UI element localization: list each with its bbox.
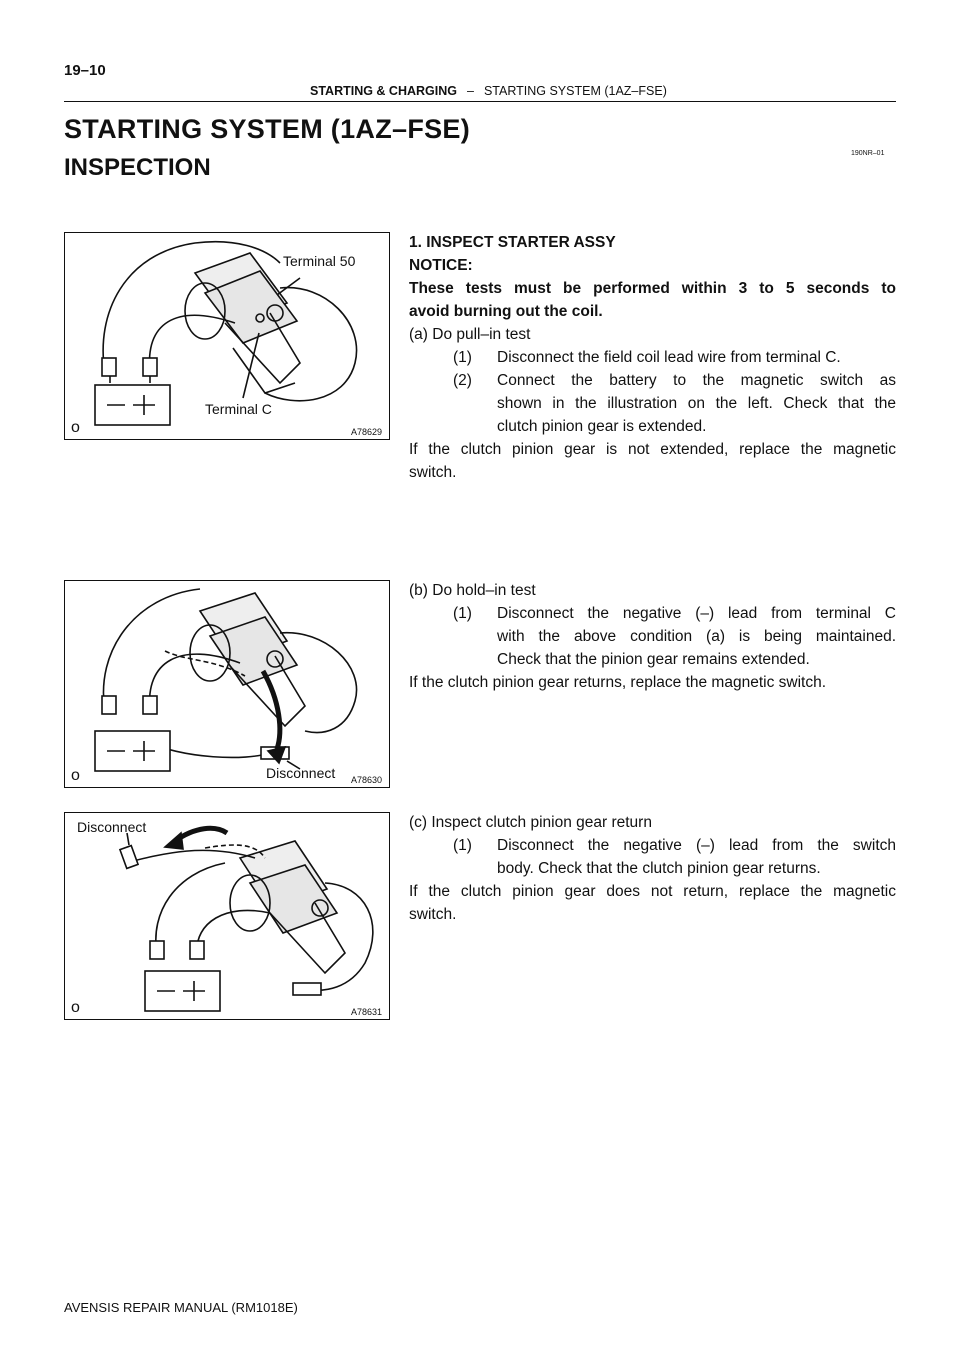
figure-code: A78631: [351, 1007, 383, 1017]
substep-item: [409, 834, 896, 857]
item-text: body. Check that the clutch pinion gear returns.: [497, 860, 821, 877]
label-terminal-c: Terminal C: [205, 401, 272, 417]
starter-illustration-3: [65, 813, 389, 1019]
figure-mark: o: [71, 419, 80, 436]
starter-illustration-2: [65, 581, 389, 787]
section-pinion-return: [409, 811, 896, 926]
label-disconnect: Disconnect: [77, 819, 147, 835]
running-header: [310, 84, 667, 98]
notice-text: avoid burning out the coil.: [409, 303, 603, 320]
notice-text: These tests must be performed within 3 to 5 seconds to: [409, 280, 896, 297]
figure-mark: o: [71, 767, 80, 784]
figure-hold-in-test: [64, 580, 390, 788]
step-heading: 1. INSPECT STARTER ASSY: [409, 234, 616, 251]
page-footer: AVENSIS REPAIR MANUAL (RM1018E): [64, 1300, 298, 1315]
substep-title: (a) Do pull–in test: [409, 326, 531, 343]
figure-code: A78629: [351, 427, 383, 437]
page-title: STARTING SYSTEM (1AZ–FSE): [64, 114, 471, 144]
figure-pinion-return: [64, 812, 390, 1020]
header-subsection: STARTING SYSTEM (1AZ–FSE): [483, 84, 667, 98]
section-pull-in-test: [409, 231, 896, 484]
item-text: Connect the battery to the magnetic switch as: [497, 372, 896, 389]
substep-title: (b) Do hold–in test: [409, 582, 536, 599]
result-text: switch.: [409, 464, 457, 481]
document-code: 190NR–01: [851, 150, 885, 157]
section-hold-in-test: [409, 579, 896, 694]
item-number: (1): [453, 605, 472, 622]
result-text: If the clutch pinion gear returns, replace the magnetic switch.: [409, 674, 826, 691]
result-text: If the clutch pinion gear is not extended, replace the magnetic: [409, 441, 896, 458]
result-text: switch.: [409, 906, 457, 923]
substep-item: [409, 602, 896, 625]
page-subtitle: INSPECTION: [64, 154, 211, 181]
header-separator: –: [467, 84, 474, 98]
label-terminal-50: Terminal 50: [283, 253, 356, 269]
result-text: If the clutch pinion gear does not return, replace the magnetic: [409, 883, 896, 900]
item-text: clutch pinion gear is extended.: [497, 418, 707, 435]
label-disconnect: Disconnect: [266, 765, 336, 781]
figure-code: A78630: [351, 775, 383, 785]
item-number: (1): [453, 837, 472, 854]
figure-pull-in-test: [64, 232, 390, 440]
item-number: (1): [453, 349, 472, 366]
item-number: (2): [453, 372, 472, 389]
page-number: 19–10: [64, 62, 106, 79]
substep-item: [409, 369, 896, 392]
item-text: Disconnect the negative (–) lead from the switch: [497, 837, 896, 854]
header-rule: [64, 101, 896, 102]
header-section: STARTING & CHARGING: [310, 84, 457, 98]
substep-title: (c) Inspect clutch pinion gear return: [409, 814, 652, 831]
item-text: shown in the illustration on the left. Check that the: [497, 395, 896, 412]
item-text: Disconnect the field coil lead wire from terminal C.: [497, 349, 841, 366]
substep-item: [409, 346, 896, 369]
item-text: Disconnect the negative (–) lead from terminal C: [497, 605, 896, 622]
item-text: with the above condition (a) is being maintained.: [497, 628, 896, 645]
item-text: Check that the pinion gear remains extended.: [497, 651, 810, 668]
figure-mark: o: [71, 999, 80, 1016]
notice-label: NOTICE:: [409, 257, 473, 274]
